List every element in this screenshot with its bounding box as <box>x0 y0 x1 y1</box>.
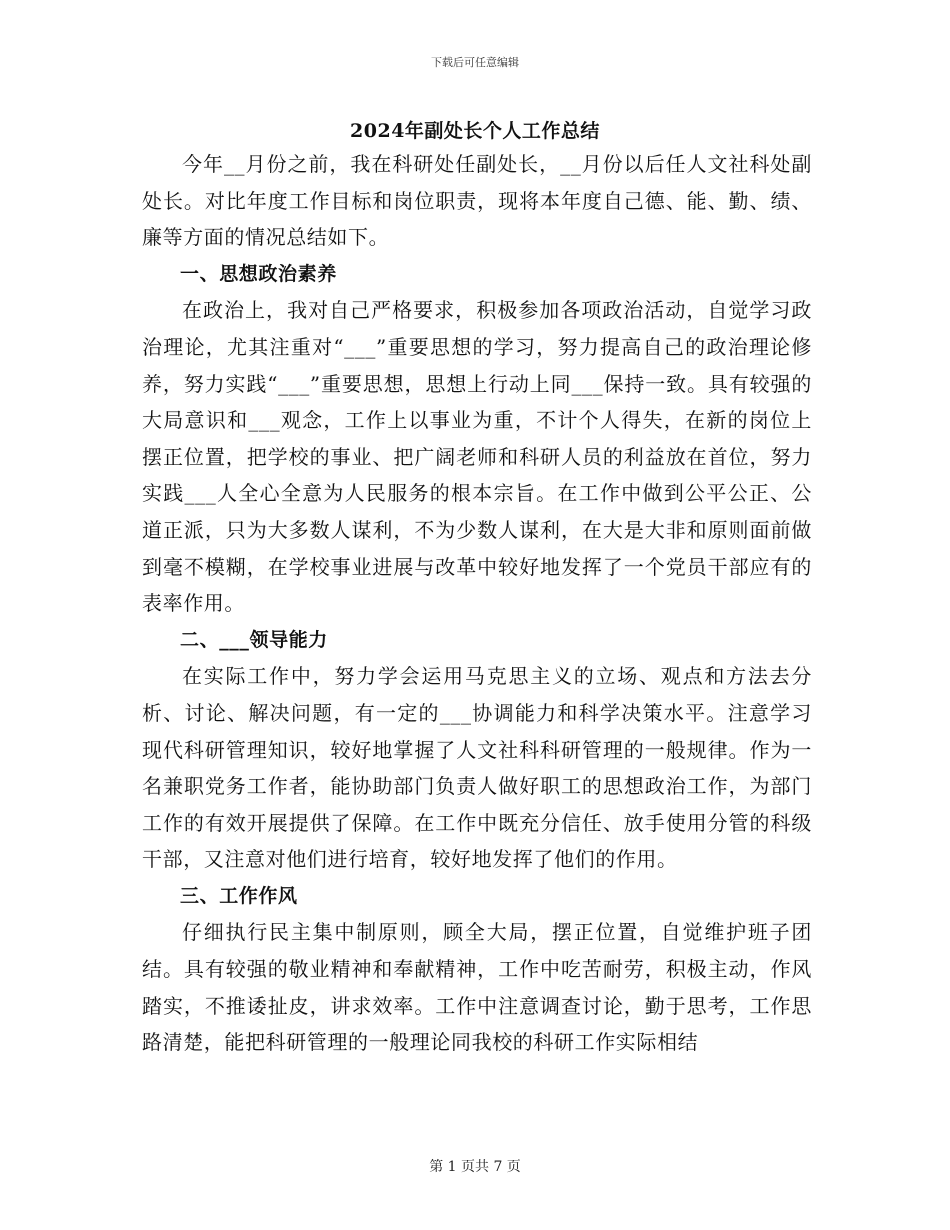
section-heading-2: 二、___领导能力 <box>180 628 328 651</box>
document-body <box>142 146 812 1061</box>
section-heading-1: 一、思想政治素养 <box>180 262 337 285</box>
section-body-1: 在政治上，我对自己严格要求，积极参加各项政治活动，自觉学习政治理论，尤其注重对“___”重要思想的学习，努力提高自己的政治理论修养，努力实践“___”重要思想，思想上行动上同___保持一致。具有较强的大局意识和___观念，工作上以事业为重，不计个人得失，在新的岗位上摆正位置，把学校的事业、把广阔老师和科研人员的利益放在首位，努力实践___人全心全意为人民服务的根本宗旨。在工作中做到公平公正、公道正派，只为大多数人谋利，不为少数人谋利，在大是大非和原则面前做到毫不模糊，在学校事业进展与改革中较好地发挥了一个党员干部应有的表率作用。 <box>142 298 812 616</box>
section-heading-3: 三、工作作风 <box>180 884 298 907</box>
section-body-3: 仔细执行民主集中制原则，顾全大局，摆正位置，自觉维护班子团结。具有较强的敬业精神和奉献精神，工作中吃苦耐劳，积极主动，作风踏实，不推诿扯皮，讲求效率。工作中注意调查讨论，勤于思考，工作思路清楚，能把科研管理的一般理论同我校的科研工作实际相结 <box>142 920 812 1055</box>
intro-paragraph: 今年__月份之前，我在科研处任副处长，__月份以后任人文社科处副处长。对比年度工作目标和岗位职责，现将本年度自己德、能、勤、绩、廉等方面的情况总结如下。 <box>142 152 812 250</box>
header-note: 下载后可任意编辑 <box>431 56 519 69</box>
page-number: 第 1 页共 7 页 <box>429 1159 521 1175</box>
section-body-2: 在实际工作中，努力学会运用马克思主义的立场、观点和方法去分析、讨论、解决问题，有一定的___协调能力和科学决策水平。注意学习现代科研管理知识，较好地掌握了人文社科科研管理的一般规律。作为一名兼职党务工作者，能协助部门负责人做好职工的思想政治工作，为部门工作的有效开展提供了保障。在工作中既充分信任、放手使用分管的科级干部，又注意对他们进行培育，较好地发挥了他们的作用。 <box>142 664 812 872</box>
document-title: 2024年副处长个人工作总结 <box>350 120 600 142</box>
